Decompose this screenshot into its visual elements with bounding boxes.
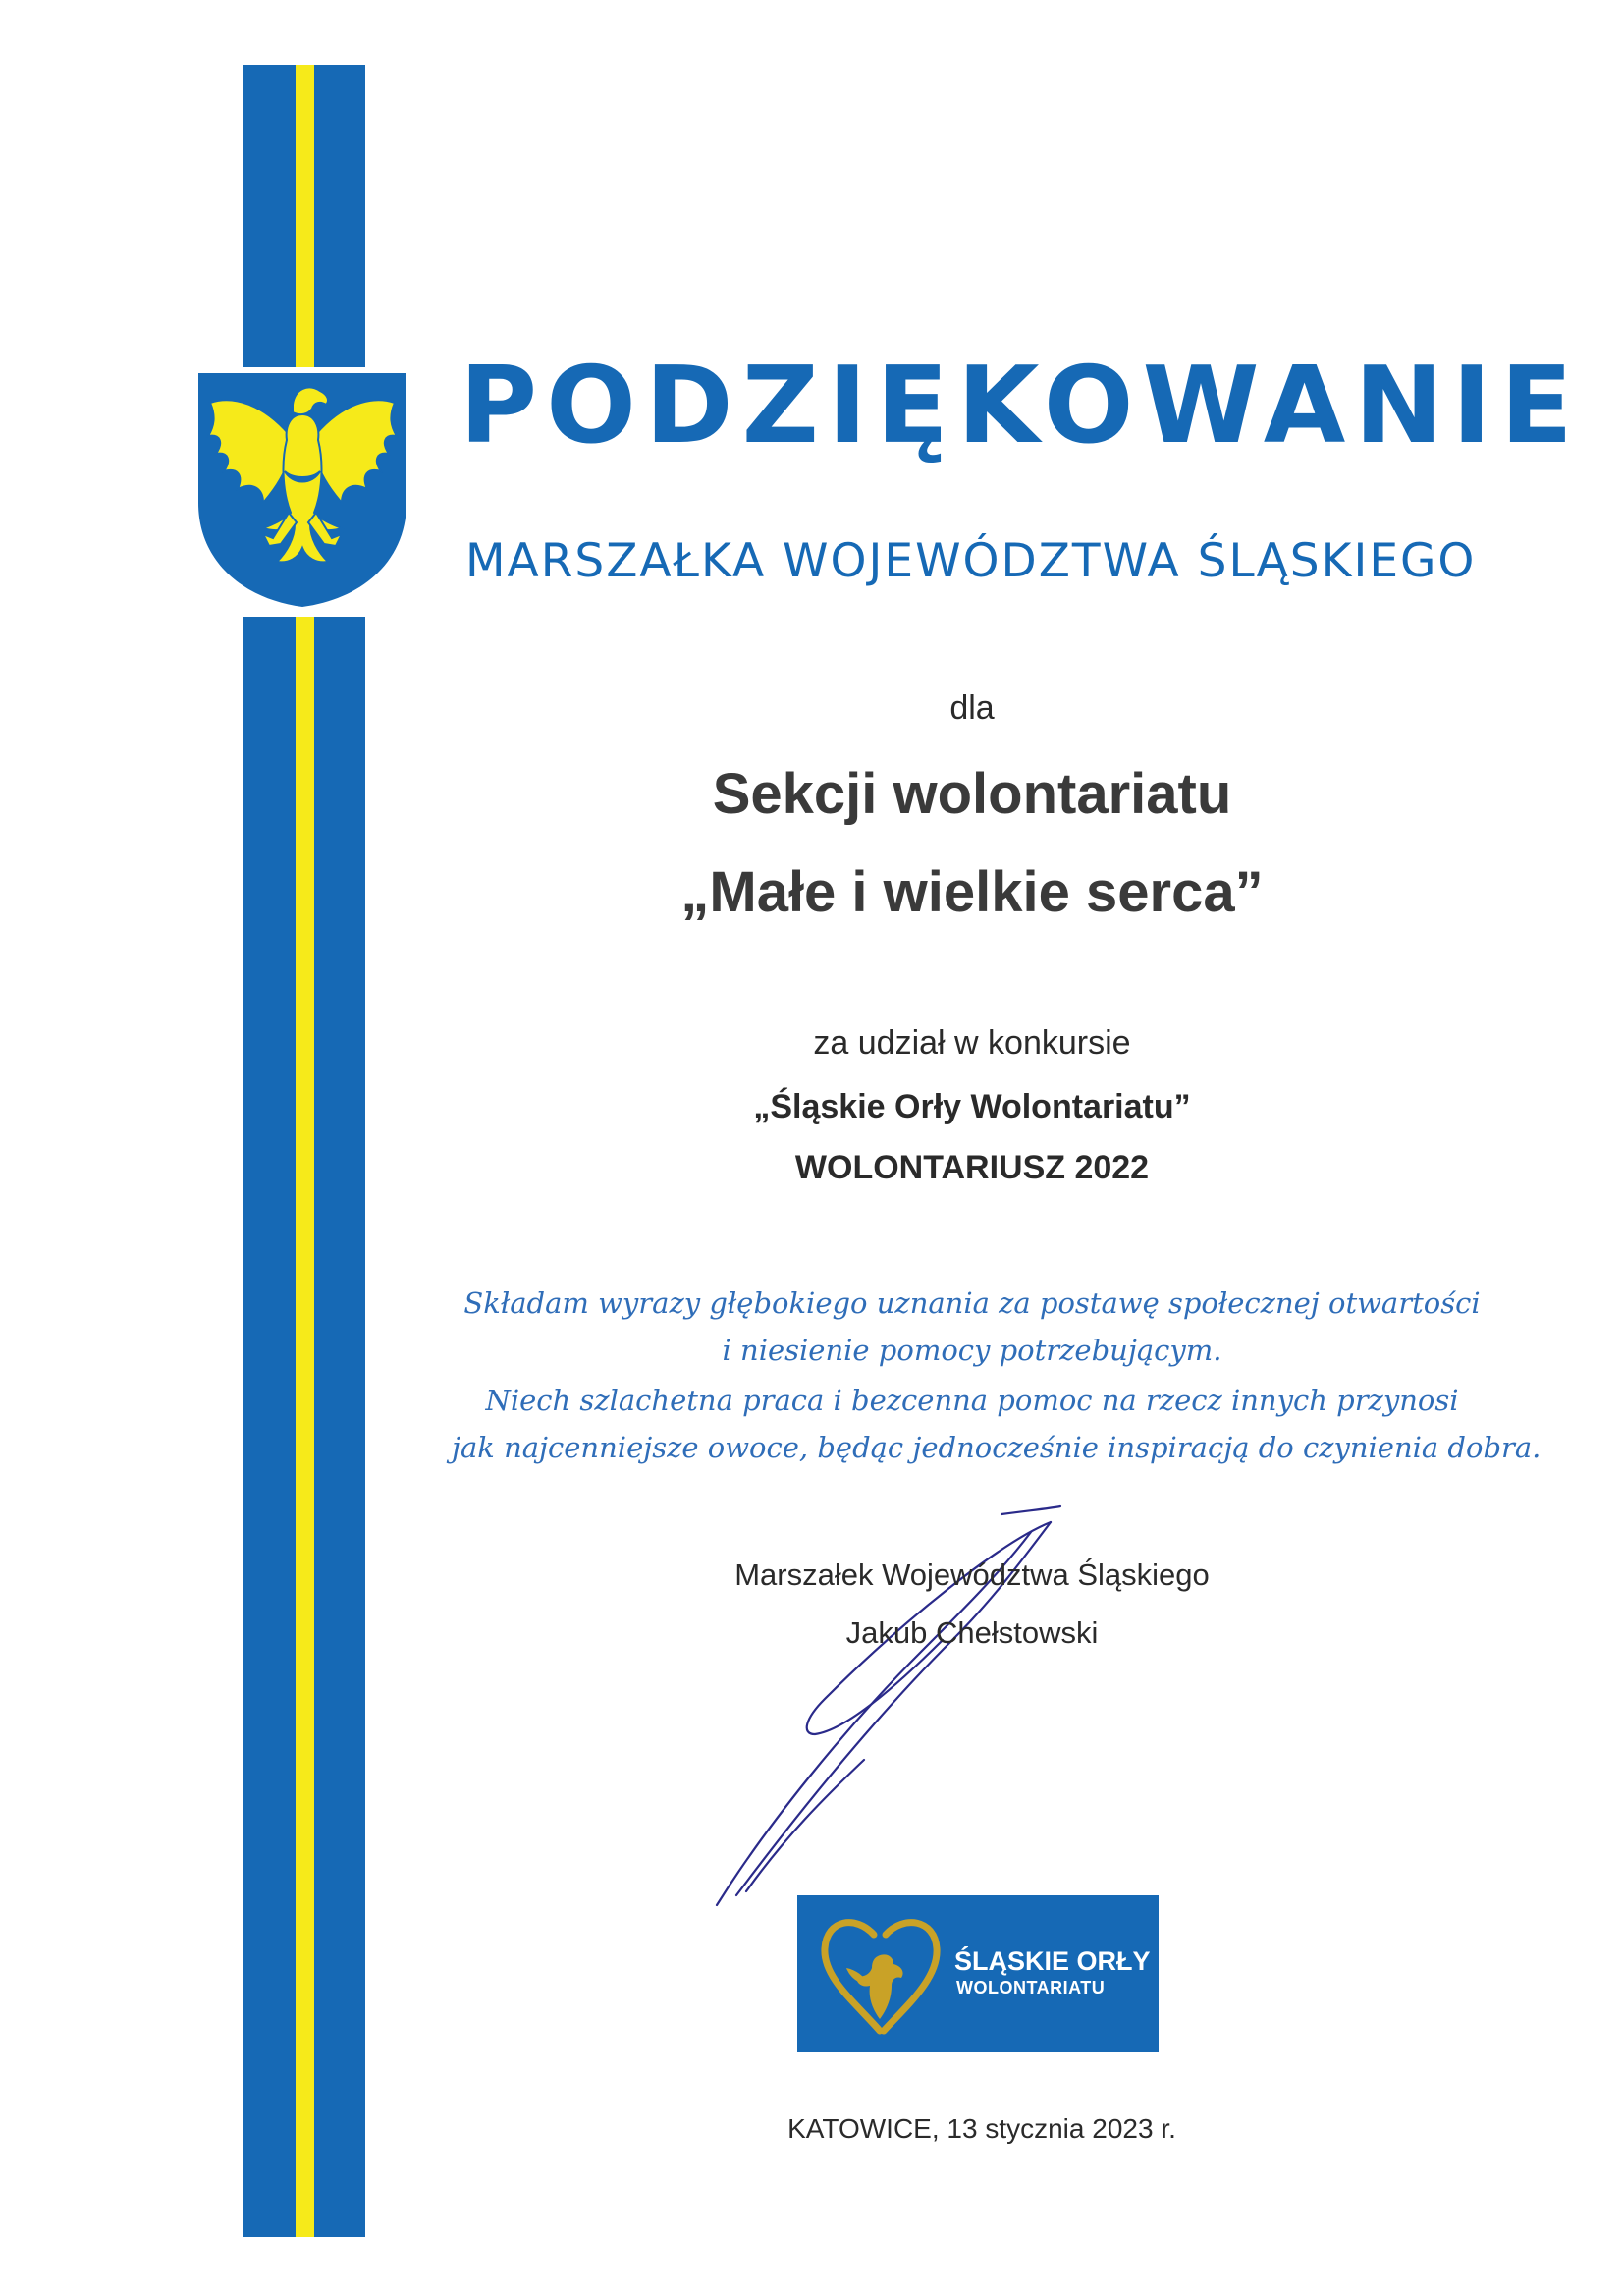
page-subtitle: MARSZAŁKA WOJEWÓDZTWA ŚLĄSKIEGO xyxy=(465,534,1477,588)
logo-text-line-1: ŚLĄSKIE ORŁY xyxy=(954,1946,1151,1976)
recipient-line-1: Sekcji wolontariatu xyxy=(712,762,1232,826)
message-line: jak najcenniejsze owoce, będąc jednocześnie inspiracją do czynienia dobra. xyxy=(452,1431,1542,1464)
stripe-bottom xyxy=(243,617,365,2237)
message-line: Niech szlachetna praca i bezcenna pomoc na rzecz innych przynosi xyxy=(485,1384,1459,1417)
message-line: Składam wyrazy głębokiego uznania za postawę społecznej otwartości xyxy=(463,1286,1481,1320)
contest-name: „Śląskie Orły Wolontariatu” xyxy=(753,1088,1191,1125)
coat-of-arms-icon xyxy=(194,365,410,611)
signatory-title: Marszałek Województwa Śląskiego xyxy=(734,1558,1210,1592)
page-title: PODZIĘKOWANIE xyxy=(460,345,1582,467)
place-date: KATOWICE, 13 stycznia 2023 r. xyxy=(787,2113,1176,2144)
eagle-heart-icon xyxy=(817,1909,945,2039)
recipient-line-2: „Małe i wielkie serca” xyxy=(680,860,1264,924)
contest-intro: za udział w konkursie xyxy=(813,1024,1131,1062)
for-word: dla xyxy=(949,689,995,727)
contest-logo xyxy=(797,1895,1159,2052)
stripe-top xyxy=(243,65,365,367)
message-line: i niesienie pomocy potrzebującym. xyxy=(722,1334,1222,1367)
contest-edition: WOLONTARIUSZ 2022 xyxy=(794,1149,1150,1186)
signatory-name: Jakub Chełstowski xyxy=(845,1615,1099,1650)
logo-text-line-2: WOLONTARIATU xyxy=(956,1978,1106,1997)
